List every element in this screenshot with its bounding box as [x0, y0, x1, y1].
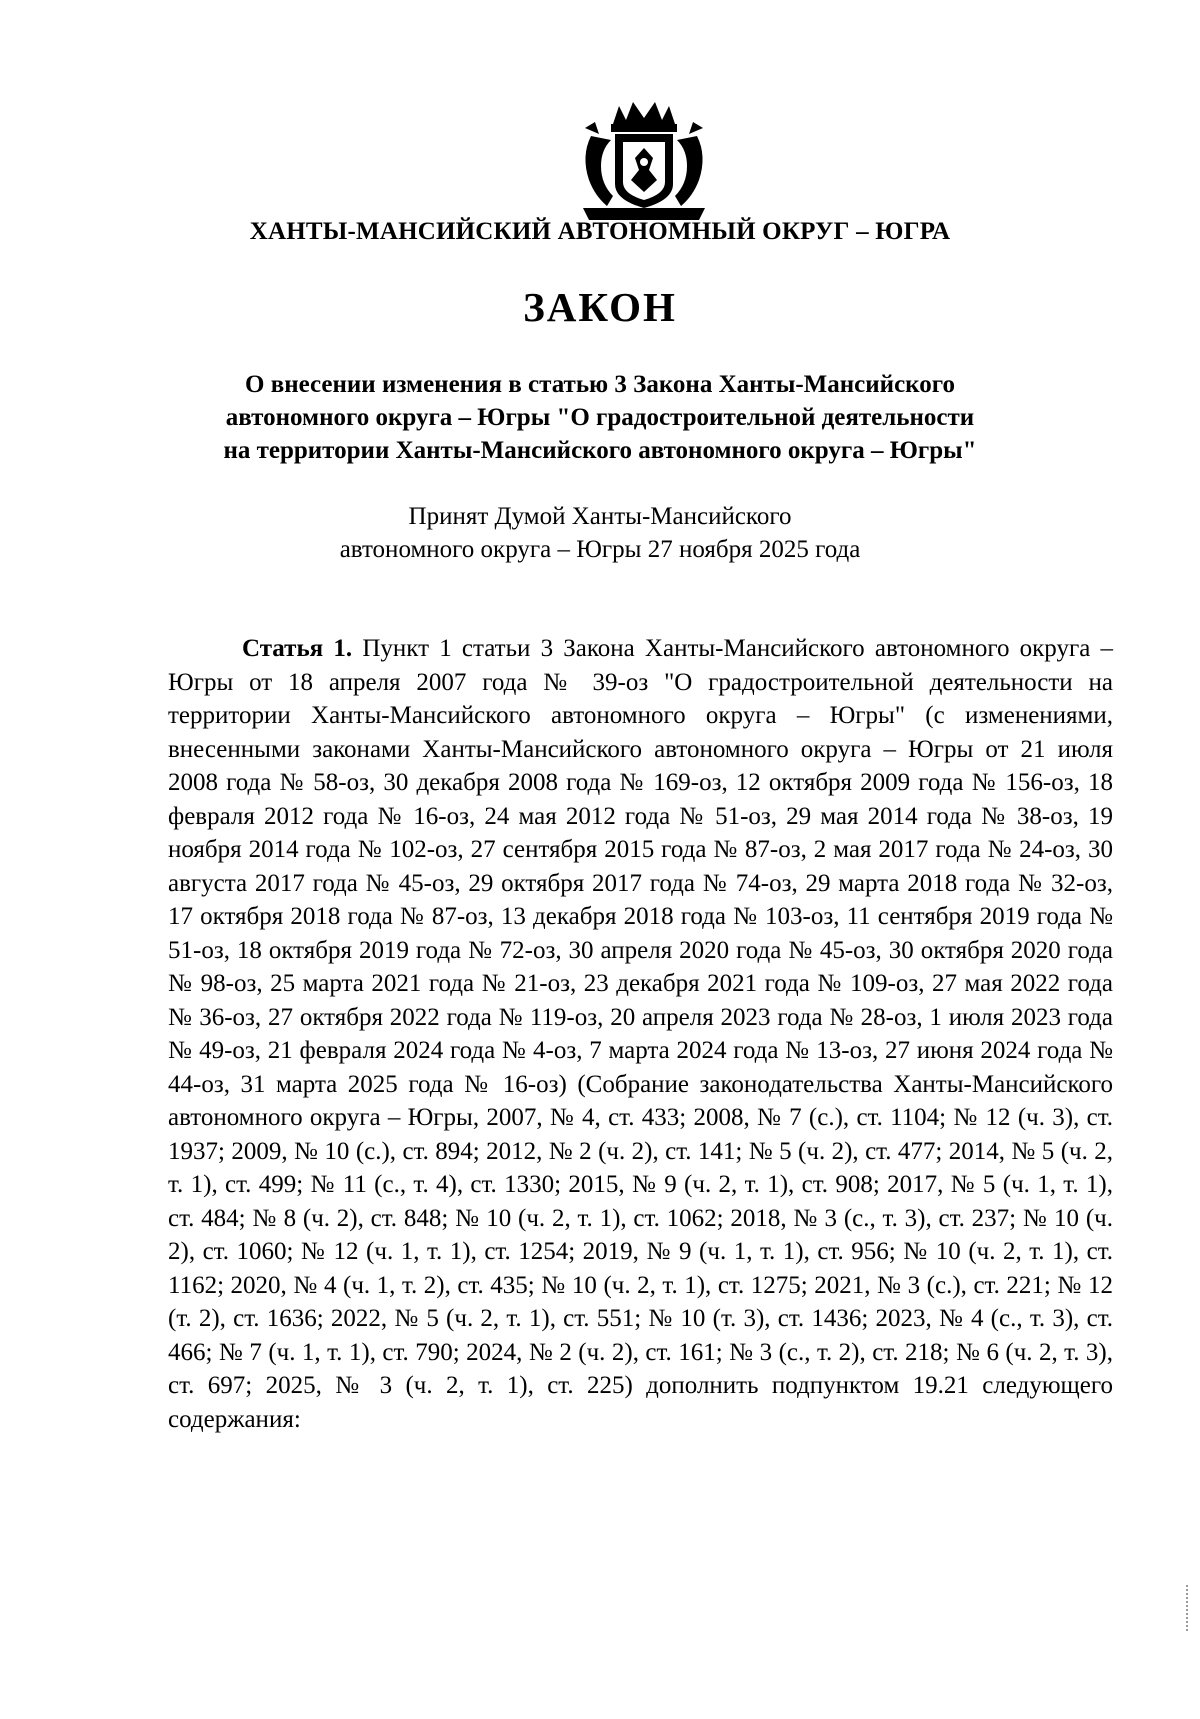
- region-name: ХАНТЫ-МАНСИЙСКИЙ АВТОНОМНЫЙ ОКРУГ – ЮГРА: [249, 218, 951, 245]
- law-title-line: на территории Ханты-Мансийского автономного округа – Югры": [223, 437, 977, 464]
- law-title-line: О внесении изменения в статью 3 Закона Ханты-Мансийского: [245, 371, 955, 398]
- adoption-note-line: Принят Думой Ханты-Мансийского: [408, 503, 792, 530]
- law-title: [160, 368, 1040, 467]
- adoption-note-line: автономного округа – Югры 27 ноября 2025 года: [339, 536, 861, 563]
- document-type: ЗАКОН: [523, 284, 677, 330]
- coat-of-arms-icon: [573, 96, 715, 224]
- article-text: Пункт 1 статьи 3 Закона Ханты-Мансийского автономного округа – Югры от 18 апреля 2007 года № 39-оз "О градостроительной деятельности на территории Ханты-Мансийского автономного округа – Югры" (с изменениями, внесенными законами Ханты-Мансийского автономного округа – Югры от 21 июля 2008 года № 58-оз, 30 декабря 2008 года № 169-оз, 12 октября 2009 года № 156-оз, 18 февраля 2012 года № 16-оз, 24 мая 2012 года № 51-оз, 29 мая 2014 года № 38-оз, 19 ноября 2014 года № 102-оз, 27 сентября 2015 года № 87-оз, 2 мая 2017 года № 24-оз, 30 августа 2017 года № 45-оз, 29 октября 2017 года № 74-оз, 29 марта 2018 года № 32-оз, 17 октября 2018 года № 87-оз, 13 декабря 2018 года № 103-оз, 11 сентября 2019 года № 51-оз, 18 октября 2019 года № 72-оз, 30 апреля 2020 года № 45-оз, 30 октября 2020 года № 98-оз, 25 марта 2021 года № 21-оз, 23 декабря 2021 года № 109-оз, 27 мая 2022 года № 36-оз, 27 октября 2022 года № 119-оз, 20 апреля 2023 года № 28-оз, 1 июля 2023 года № 49-оз, 21 февраля 2024 года № 4-оз, 7 марта 2024 года № 13-оз, 27 июня 2024 года № 44-оз, 31 марта 2025 года № 16-оз) (Собрание законодательства Ханты-Мансийского автономного округа – Югры, 2007, № 4, ст. 433; 2008, № 7 (с.), ст. 1104; № 12 (ч. 3), ст. 1937; 2009, № 10 (с.), ст. 894; 2012, № 2 (ч. 2), ст. 141; № 5 (ч. 2), ст. 477; 2014, № 5 (ч. 2, т. 1), ст. 499; № 11 (с., т. 4), ст. 1330; 2015, № 9 (ч. 2, т. 1), ст. 908; 2017, № 5 (ч. 1, т. 1), ст. 484; № 8 (ч. 2), ст. 848; № 10 (ч. 2, т. 1), ст. 1062; 2018, № 3 (с., т. 3), ст. 237; № 10 (ч. 2), ст. 1060; № 12 (ч. 1, т. 1), ст. 1254; 2019, № 9 (ч. 1, т. 1), ст. 956; № 10 (ч. 2, т. 1), ст. 1162; 2020, № 4 (ч. 1, т. 2), ст. 435; № 10 (ч. 2, т. 1), ст. 1275; 2021, № 3 (с.), ст. 221; № 12 (т. 2), ст. 1636; 2022, № 5 (ч. 2, т. 1), ст. 551; № 10 (т. 3), ст. 1436; 2023, № 4 (с., т. 3), ст. 466; № 7 (ч. 1, т. 1), ст. 790; 2024, № 2 (ч. 2), ст. 161; № 3 (с., т. 2), ст. 218; № 6 (ч. 2, т. 3), ст. 697; 2025, № 3 (ч. 2, т. 1), ст. 225) дополнить подпунктом 19.21 следующего содержания:: [168, 635, 1114, 1433]
- law-title-line: автономного округа – Югры "О градостроительной деятельности: [225, 404, 975, 431]
- adoption-note: [250, 500, 950, 566]
- article-label: Статья 1.: [242, 635, 353, 662]
- article-1: [168, 632, 1113, 1436]
- scan-edge-mark: [1186, 1585, 1190, 1631]
